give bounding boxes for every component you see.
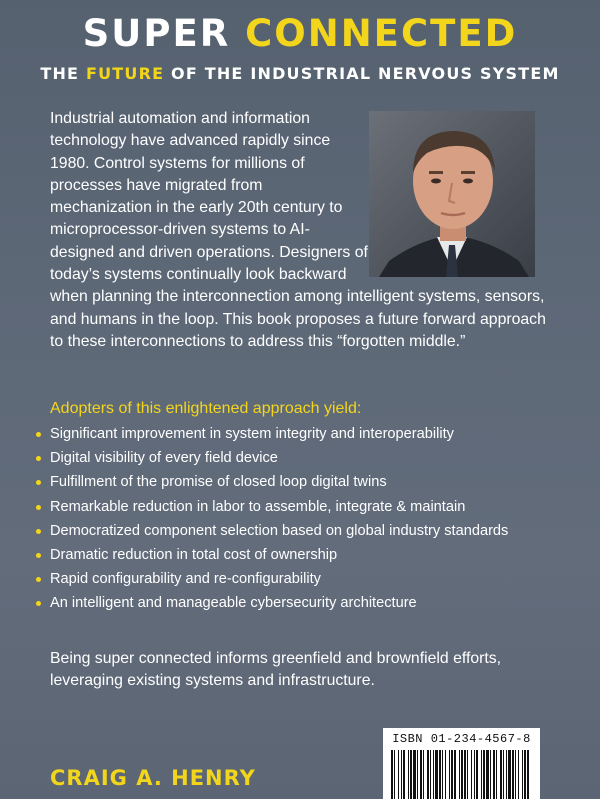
list-item: Dramatic reduction in total cost of ownership: [34, 543, 564, 567]
list-item: Fulfillment of the promise of closed loop digital twins: [34, 470, 564, 494]
list-item: An intelligent and manageable cybersecurity architecture: [34, 591, 564, 615]
lead-heading: Adopters of this enlightened approach yield:: [50, 400, 362, 417]
closing-paragraph: Being super connected informs greenfield and brownfield efforts, leveraging existing systems and infrastructure.: [50, 650, 502, 690]
book-subtitle: [0, 62, 600, 86]
benefit-list: [34, 422, 564, 616]
book-title: [0, 12, 600, 56]
isbn-number: ISBN 01-234-4567-8: [392, 732, 531, 746]
title-word-connected: CONNECTED: [245, 12, 518, 55]
list-item: Rapid configurability and re-configurability: [34, 567, 564, 591]
list-item: Digital visibility of every field device: [34, 446, 564, 470]
list-item: Remarkable reduction in labor to assemble, integrate & maintain: [34, 495, 564, 519]
barcode-icon: [391, 750, 532, 799]
title-word-super: SUPER: [82, 12, 231, 55]
subtitle-pre: THE: [40, 64, 80, 83]
subtitle-post: OF THE INDUSTRIAL NERVOUS SYSTEM: [171, 64, 560, 83]
author-photo: [369, 111, 535, 277]
list-item: Democratized component selection based on global industry standards: [34, 519, 564, 543]
subtitle-highlight: FUTURE: [85, 64, 165, 83]
author-name: CRAIG A. HENRY: [50, 766, 256, 790]
list-item: Significant improvement in system integrity and interoperability: [34, 422, 564, 446]
author-portrait-image: [369, 111, 535, 277]
intro-text: Industrial automation and information technology have advanced rapidly since 1980. Control systems for millions of processes have migrated from mechanization in the early 20th century to microprocessor-driven systems to AI-designed and driven operations. Designers of today’s systems continually look backward when planning the interconnection among intelligent systems, sensors, and humans in the loop. This book proposes a future forward approach to these interconnections to address this “forgotten middle.”: [50, 110, 546, 350]
isbn-barcode-box: [383, 728, 540, 799]
